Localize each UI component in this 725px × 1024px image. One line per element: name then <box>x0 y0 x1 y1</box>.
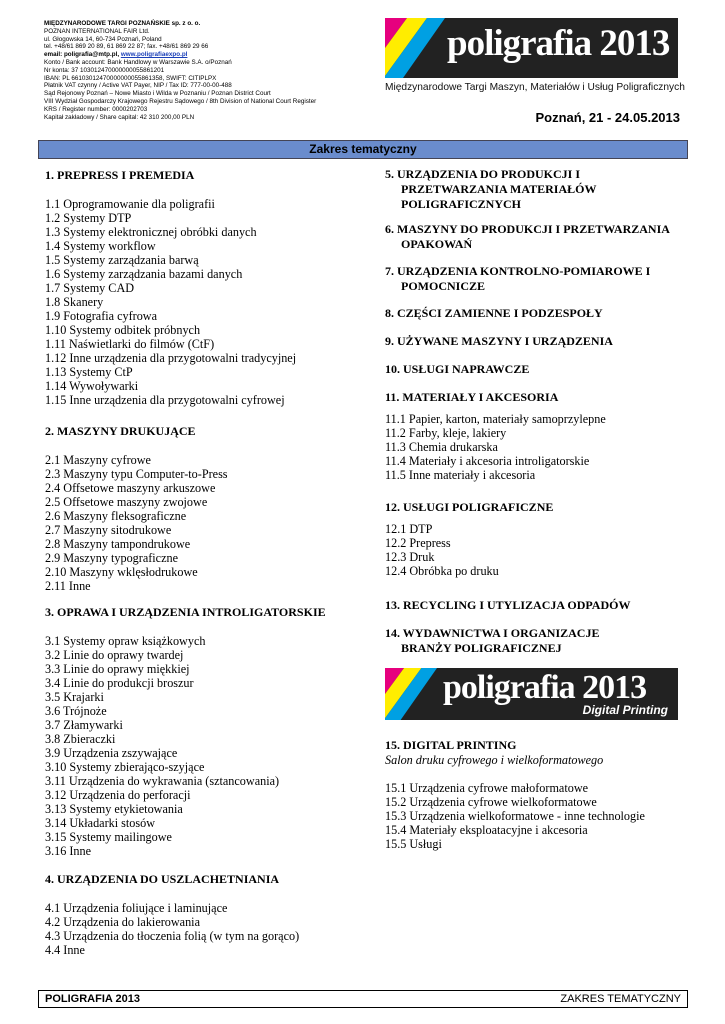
digital-title-num: 15 <box>385 738 397 752</box>
list-item: 2.9 Maszyny typograficzne <box>45 551 179 565</box>
company-website-link[interactable]: www.poligrafiaexpo.pl <box>120 51 188 59</box>
right-section <box>385 362 529 377</box>
section-title: 13. RECYCLING I UTYLIZACJA ODPADÓW <box>385 598 631 612</box>
list-item: 3.10 Systemy zbierająco-szyjące <box>45 760 205 774</box>
right-section <box>385 167 596 212</box>
company-name: MIĘDZYNARODOWE TARGI POZNAŃSKIE sp. z o. o. <box>44 20 201 27</box>
section-title: 6. MASZYNY DO PRODUKCJI I PRZETWARZANIA <box>385 222 670 236</box>
section-title: 5. URZĄDZENIA DO PRODUKCJI I <box>385 167 581 181</box>
list-item: 1.3 Systemy elektronicznej obróbki danych <box>45 225 257 239</box>
list-item: 1.2 Systemy DTP <box>45 211 132 225</box>
company-account: Nr konta: 37 103012470000000055861201 <box>44 66 165 74</box>
list-item: 11.1 Papier, karton, materiały samoprzylepne <box>385 412 606 426</box>
section-title: 1. PREPRESS I PREMEDIA <box>45 168 195 182</box>
list-item: 2.4 Offsetowe maszyny arkuszowe <box>45 481 216 495</box>
section-title: BRANŻY POLIGRAFICZNEJ <box>401 641 562 655</box>
list-item: 3.16 Inne <box>45 844 92 858</box>
section-title: 12. USŁUGI POLIGRAFICZNE <box>385 500 554 514</box>
section-items <box>385 522 553 578</box>
logo-text: poligrafia 2013 <box>447 23 670 64</box>
company-phone: tel. +48/61 869 20 89, 61 869 22 87; fax. +48/61 869 29 66 <box>44 43 209 51</box>
section-title: 10. USŁUGI NAPRAWCZE <box>385 362 530 376</box>
company-division: VIII Wydział Gospodarczy Krajowego Rejestru Sądowego / 8th Division of National Court Register <box>44 97 317 105</box>
digital-subtitle: Salon druku cyfrowego i wielkoformatowego <box>385 753 604 767</box>
right-section <box>385 306 603 321</box>
list-item: 1.14 Wywoływarki <box>45 379 139 393</box>
company-court: Sąd Rejonowy Poznań – Nowe Miasto i Wilda w Poznaniu / Poznan District Court <box>44 90 271 98</box>
list-item: 1.8 Skanery <box>45 295 104 309</box>
section-items <box>385 412 606 482</box>
footer-right: ZAKRES TEMATYCZNY <box>560 993 681 1005</box>
left-section <box>45 424 228 593</box>
left-section <box>45 872 299 957</box>
digital-title <box>385 738 695 753</box>
digital-section <box>385 738 695 851</box>
section-title: 4. URZĄDZENIA DO USZLACHETNIANIA <box>45 872 280 886</box>
list-item: 3.14 Układarki stosów <box>45 816 156 830</box>
list-item: 15.3 Urządzenia wielkoformatowe - inne technologie <box>385 809 645 823</box>
right-section <box>385 390 606 482</box>
list-item: 4.3 Urządzenia do tłoczenia folią (w tym na gorąco) <box>45 929 300 943</box>
section-banner: Zakres tematyczny <box>38 140 688 159</box>
company-krs: KRS / Register number: 0000202703 <box>44 105 148 113</box>
list-item: 1.4 Systemy workflow <box>45 239 156 253</box>
section-title: POLIGRAFICZNYCH <box>401 197 522 211</box>
company-email-line <box>44 51 374 59</box>
list-item: 3.9 Urządzenia zszywające <box>45 746 178 760</box>
company-capital: Kapitał zakładowy / Share capital: 42 310 200,00 PLN <box>44 113 195 121</box>
list-item: 3.15 Systemy mailingowe <box>45 830 172 844</box>
list-item: 1.15 Inne urządzenia dla przygotowalni cyfrowej <box>45 393 285 407</box>
list-item: 3.1 Systemy opraw książkowych <box>45 634 206 648</box>
company-bank: Konto / Bank account: Bank Handlowy w Warszawie S.A. o/Poznań <box>44 58 232 66</box>
left-section <box>45 605 326 858</box>
list-item: 1.7 Systemy CAD <box>45 281 135 295</box>
list-item: 11.2 Farby, kleje, lakiery <box>385 426 507 440</box>
list-item: 1.6 Systemy zarządzania bazami danych <box>45 267 243 281</box>
section-items <box>45 634 326 858</box>
list-item: 1.10 Systemy odbitek próbnych <box>45 323 201 337</box>
list-item: 3.8 Zbieraczki <box>45 732 116 746</box>
list-item: 15.4 Materiały eksploatacyjne i akcesoria <box>385 823 588 837</box>
company-vat: Płatnik VAT czynny / Active VAT Payer, NIP / Tax ID: 777-00-00-488 <box>44 82 232 90</box>
digital-title-text: . DIGITAL PRINTING <box>397 738 517 752</box>
section-title: POMOCNICZE <box>401 279 485 293</box>
list-item: 3.11 Urządzenia do wykrawania (sztancowania) <box>45 774 280 788</box>
company-name-en: POZNAN INTERNATIONAL FAIR Ltd. <box>44 27 150 35</box>
list-item: 11.3 Chemia drukarska <box>385 440 498 454</box>
list-item: 2.7 Maszyny sitodrukowe <box>45 523 172 537</box>
section-title: 7. URZĄDZENIA KONTROLNO-POMIAROWE I <box>385 264 651 278</box>
section-title: 2. MASZYNY DRUKUJĄCE <box>45 424 196 438</box>
section-title: 11. MATERIAŁY I AKCESORIA <box>385 390 559 404</box>
company-email: email: poligrafia@mtp.pl, <box>44 51 121 59</box>
list-item: 1.9 Fotografia cyfrowa <box>45 309 158 323</box>
right-section <box>385 500 553 578</box>
right-section <box>385 598 630 613</box>
list-item: 15.2 Urządzenia cyfrowe wielkoformatowe <box>385 795 597 809</box>
list-item: 3.2 Linie do oprawy twardej <box>45 648 184 662</box>
list-item: 3.13 Systemy etykietowania <box>45 802 183 816</box>
section-title: 9. UŻYWANE MASZYNY I URZĄDZENIA <box>385 334 613 348</box>
digital-printing-logo <box>385 668 678 720</box>
left-section <box>45 168 296 407</box>
list-item: 2.1 Maszyny cyfrowe <box>45 453 151 467</box>
footer-left: POLIGRAFIA 2013 <box>45 993 140 1005</box>
section-title: 8. CZĘŚCI ZAMIENNE I PODZESPOŁY <box>385 306 603 320</box>
list-item: 2.10 Maszyny wklęsłodrukowe <box>45 565 198 579</box>
list-item: 1.5 Systemy zarządzania barwą <box>45 253 199 267</box>
list-item: 2.8 Maszyny tampondrukowe <box>45 537 191 551</box>
section-items <box>45 901 299 957</box>
list-item: 2.3 Maszyny typu Computer-to-Press <box>45 467 228 481</box>
logo-stripes-icon <box>385 18 445 78</box>
right-section <box>385 626 599 656</box>
logo2-subtitle: Digital Printing <box>582 703 668 717</box>
logo-tagline: Międzynarodowe Targi Maszyn, Materiałów i Usług Poligraficznych <box>385 82 685 93</box>
footer <box>38 990 688 1008</box>
digital-items <box>385 781 695 851</box>
right-section <box>385 334 613 349</box>
section-title: 14. WYDAWNICTWA I ORGANIZACJE <box>385 626 600 640</box>
section-items <box>45 197 296 407</box>
company-info <box>44 20 374 121</box>
list-item: 12.1 DTP <box>385 522 433 536</box>
company-iban: IBAN: PL 66103012470000000055861358, SWIFT: CITIPLPX <box>44 74 217 82</box>
city-date: Poznań, 21 - 24.05.2013 <box>535 110 680 125</box>
list-item: 3.3 Linie do oprawy miękkiej <box>45 662 190 676</box>
list-item: 1.13 Systemy CtP <box>45 365 133 379</box>
list-item: 11.4 Materiały i akcesoria introligatorskie <box>385 454 590 468</box>
logo2-stripes-icon <box>385 668 437 720</box>
right-section <box>385 264 650 294</box>
list-item: 2.6 Maszyny fleksograficzne <box>45 509 187 523</box>
list-item: 3.5 Krajarki <box>45 690 104 704</box>
list-item: 2.11 Inne <box>45 579 91 593</box>
list-item: 4.4 Inne <box>45 943 85 957</box>
list-item: 12.3 Druk <box>385 550 435 564</box>
list-item: 4.2 Urządzenia do lakierowania <box>45 915 200 929</box>
list-item: 2.5 Offsetowe maszyny zwojowe <box>45 495 208 509</box>
poligrafia-logo <box>385 18 678 78</box>
list-item: 1.1 Oprogramowanie dla poligrafii <box>45 197 215 211</box>
list-item: 11.5 Inne materiały i akcesoria <box>385 468 536 482</box>
right-section <box>385 222 670 252</box>
list-item: 12.2 Prepress <box>385 536 451 550</box>
list-item: 1.11 Naświetlarki do filmów (CtF) <box>45 337 215 351</box>
list-item: 15.5 Usługi <box>385 837 442 851</box>
list-item: 4.1 Urządzenia foliujące i laminujące <box>45 901 228 915</box>
section-items <box>45 453 228 593</box>
list-item: 3.6 Trójnoże <box>45 704 107 718</box>
list-item: 15.1 Urządzenia cyfrowe małoformatowe <box>385 781 589 795</box>
list-item: 1.12 Inne urządzenia dla przygotowalni tradycyjnej <box>45 351 297 365</box>
list-item: 3.4 Linie do produkcji broszur <box>45 676 194 690</box>
section-title: 3. OPRAWA I URZĄDZENIA INTROLIGATORSKIE <box>45 605 326 619</box>
list-item: 3.12 Urządzenia do perforacji <box>45 788 191 802</box>
company-address: ul. Głogowska 14, 60-734 Poznań, Poland <box>44 35 162 43</box>
logo2-text: poligrafia 2013 <box>443 669 647 706</box>
list-item: 3.7 Złamywarki <box>45 718 123 732</box>
section-title: PRZETWARZANIA MATERIAŁÓW <box>401 182 597 196</box>
section-title: OPAKOWAŃ <box>401 237 473 251</box>
list-item: 12.4 Obróbka po druku <box>385 564 499 578</box>
